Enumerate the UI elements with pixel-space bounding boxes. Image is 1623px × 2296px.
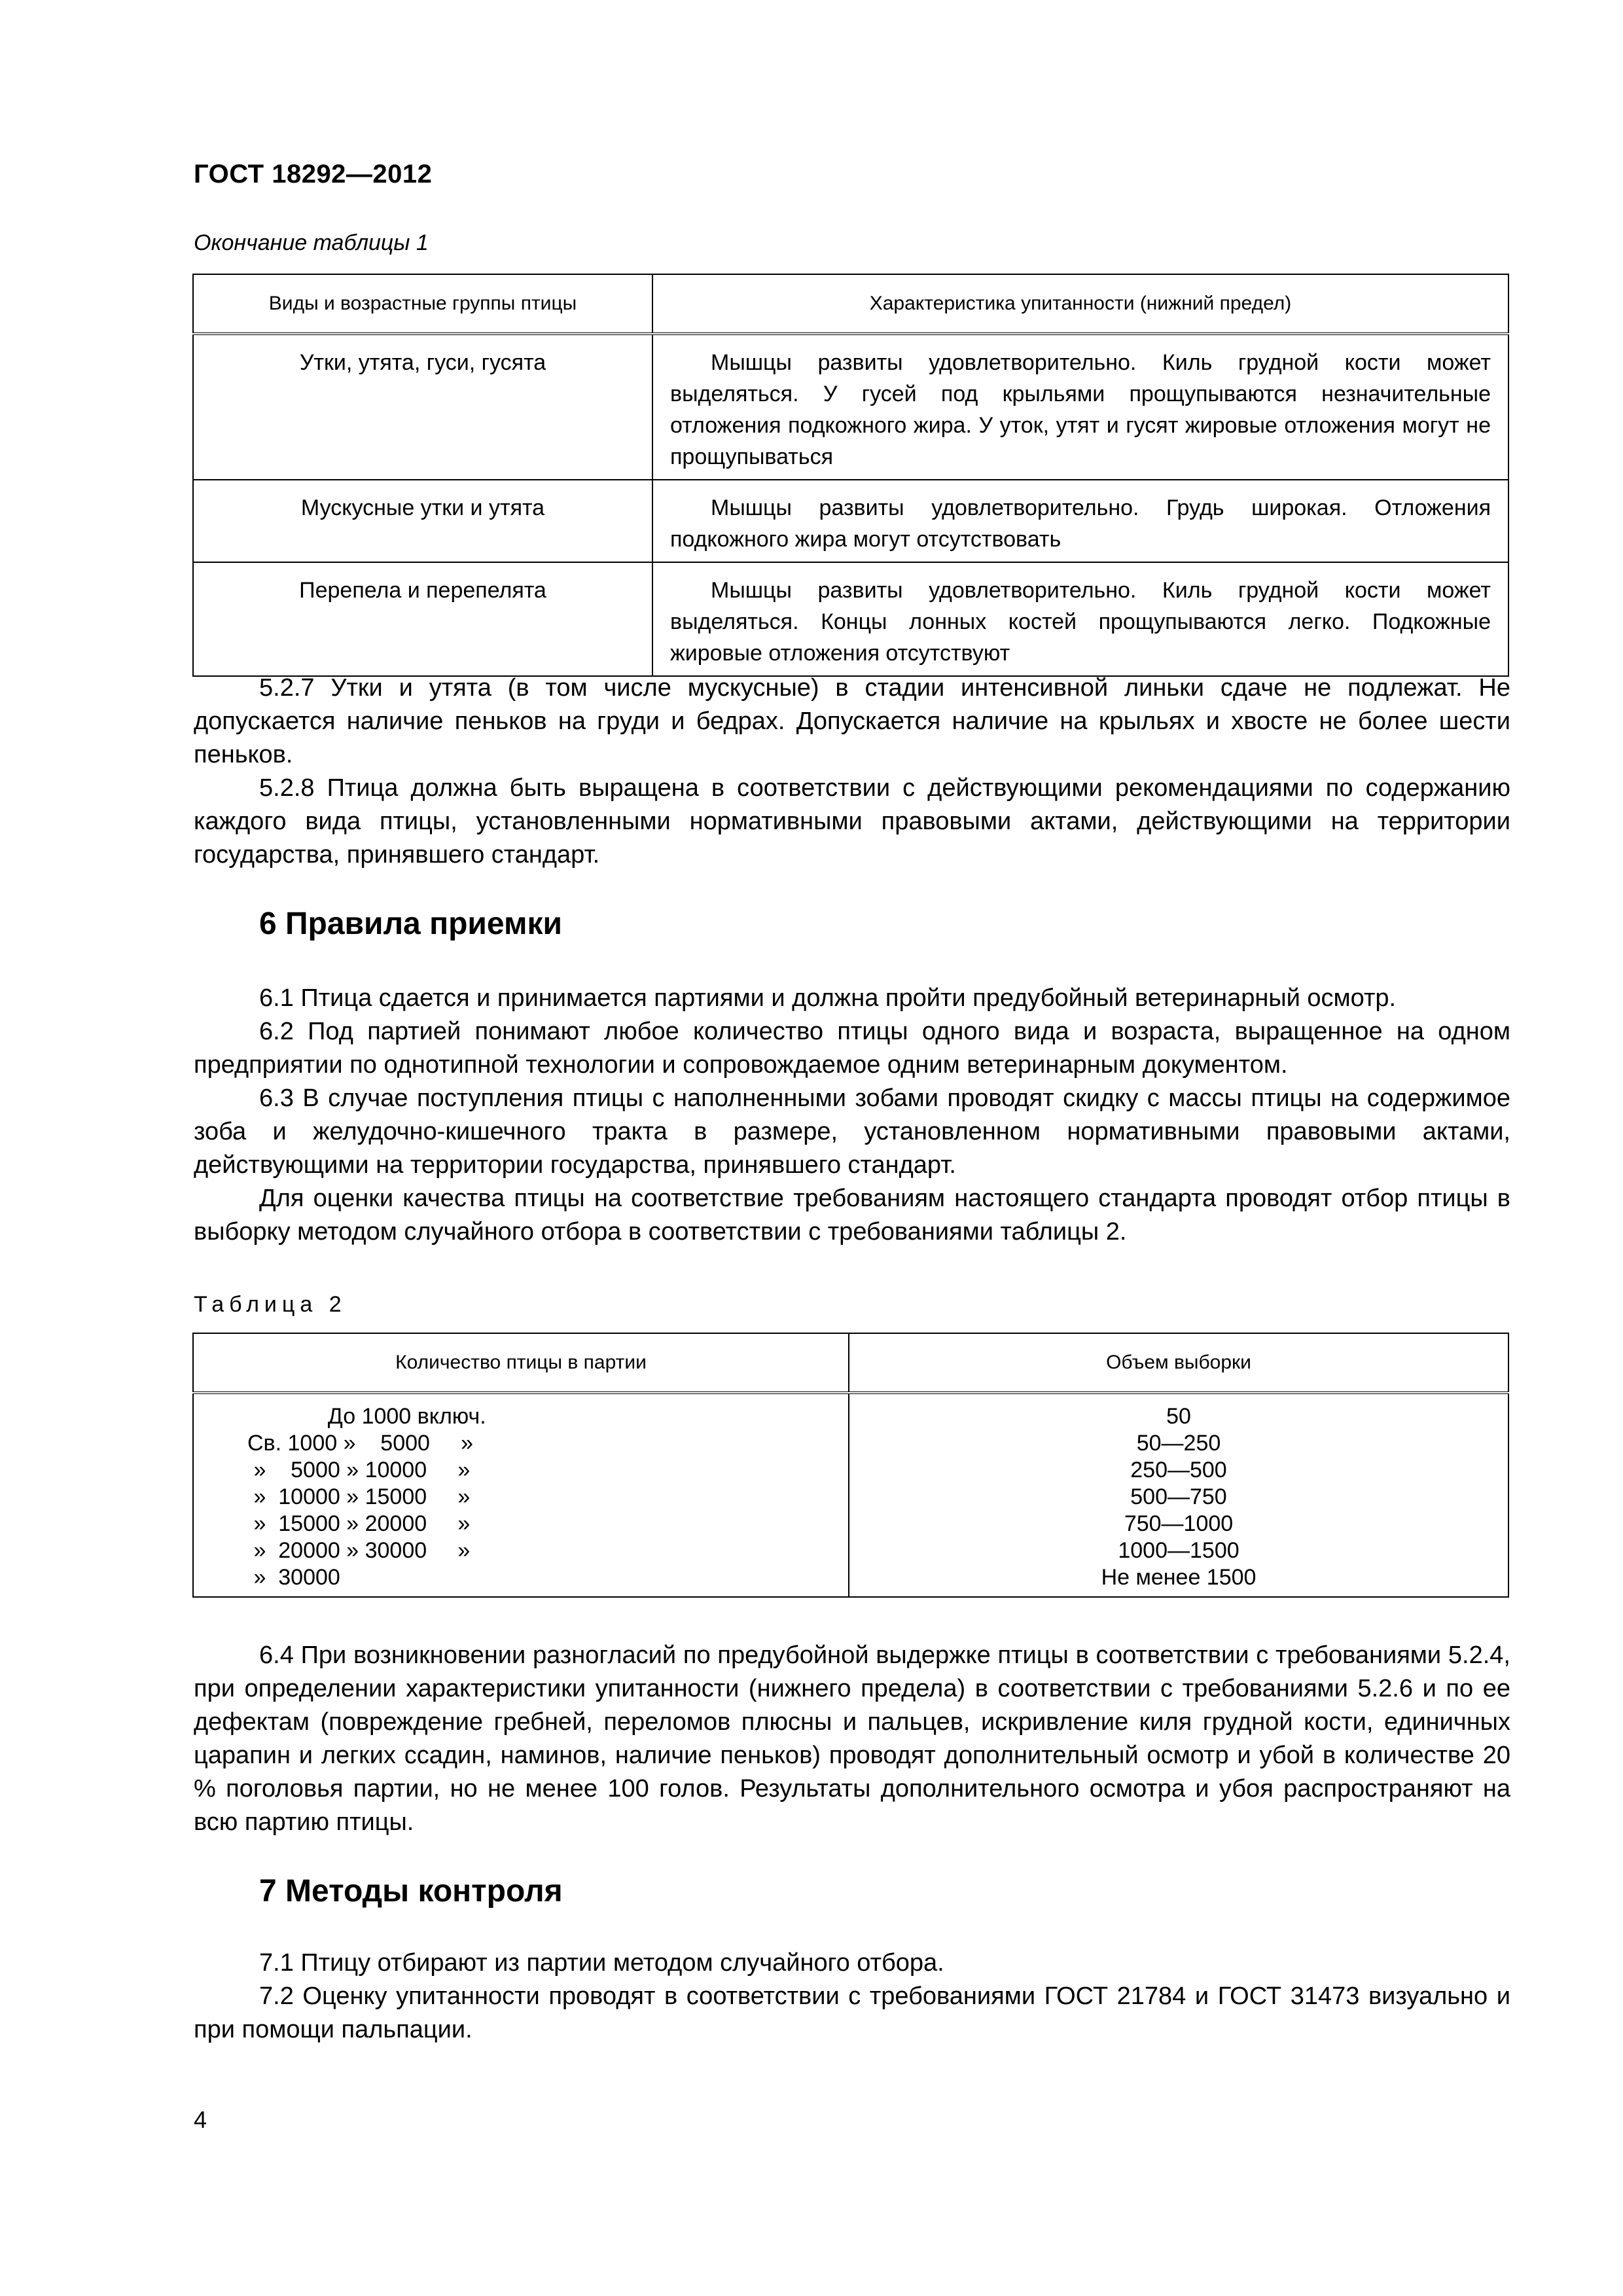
section6-heading: 6 Правила приемки: [259, 906, 563, 941]
table-2: [192, 1333, 1509, 1598]
paragraph-6-3: 6.3 В случае поступления птицы с наполненными зобами проводят скидку с массы птицы на содержимое зоба и желудочно-кишечного тракта в размере, установленном нормативными правовыми актами, действующими на территории государства, принявшего стандарт.: [194, 1085, 1510, 1179]
section6-4-text: [194, 1639, 1510, 1839]
document-number: ГОСТ 18292—2012: [194, 160, 433, 188]
table-row: [193, 1393, 1508, 1597]
sample-size-value: 250—500: [1130, 1458, 1227, 1482]
section5-text: [194, 672, 1510, 872]
quantity-line: » 20000 » 30000 »: [247, 1538, 471, 1563]
table2-col-sample: Объем выборки: [849, 1333, 1508, 1393]
table-row: [193, 334, 1508, 480]
quantity-line: Св. 1000 » 5000 »: [247, 1431, 474, 1456]
quantity-line: До 1000 включ.: [247, 1404, 486, 1429]
sample-size-value: 50: [1166, 1404, 1191, 1429]
section6-text: [194, 982, 1510, 1249]
paragraph-5-2-8: 5.2.8 Птица должна быть выращена в соответствии с действующими рекомендациями по содержанию каждого вида птицы, установленными нормативными правовыми актами, действующими на территории государства, принявшего стандарт.: [194, 774, 1510, 869]
table-1: [192, 274, 1509, 677]
sample-size-value: 50—250: [1136, 1431, 1221, 1456]
page-number: 4: [194, 2106, 207, 2133]
table1-group-cell: Мускусные утки и утята: [193, 480, 652, 562]
section7-text: [194, 1946, 1510, 2047]
quantity-line: » 5000 » 10000 »: [247, 1458, 471, 1482]
paragraph-5-2-7: 5.2.7 Утки и утята (в том числе мускусные) в стадии интенсивной линьки сдаче не подлежат. Не допускается наличие пеньков на груди и бедрах. Допускается наличие на крыльях и хвосте не более шести пеньков.: [194, 674, 1510, 768]
paragraph-6-4: 6.4 При возникновении разногласий по предубойной выдержке птицы в соответствии с требованиями 5.2.4, при определении характеристики упитанности (нижнего предела) в соответствии с требованиями 5.2.6 и по ее дефектам (повреждение гребней, переломов плюсны и пальцев, искривление киля грудной кости, единичных царапин и легких ссадин, наминов, наличие пеньков) проводят дополнительный осмотр и убой в количестве 20 % поголовья партии, но не менее 100 голов. Результаты дополнительного осмотра и убоя распространяют на всю партию птицы.: [194, 1641, 1510, 1836]
section7-heading: 7 Методы контроля: [259, 1874, 563, 1909]
table1-desc-cell: Мышцы развиты удовлетворительно. Киль грудной кости может выделяться. Концы лонных костей прощупываются легко. Подкожные жировые отложения отсутствуют: [652, 562, 1508, 676]
table1-desc-cell: Мышцы развиты удовлетворительно. Киль грудной кости может выделяться. У гусей под крыльями прощупываются незначительные отложения подкожного жира. У уток, утят и гусят жировые отложения могут не прощупываться: [652, 334, 1508, 480]
sample-size-value: Не менее 1500: [1101, 1565, 1257, 1590]
table1-col-group: Виды и возрастные группы птицы: [193, 274, 652, 334]
paragraph-7-1: 7.1 Птицу отбирают из партии методом случайного отбора.: [259, 1949, 944, 1977]
sample-size-value: 500—750: [1130, 1484, 1227, 1509]
table2-caption: Таблица 2: [194, 1292, 347, 1317]
table2-col-quantity: Количество птицы в партии: [193, 1333, 849, 1393]
quantity-line: » 15000 » 20000 »: [247, 1511, 471, 1536]
table1-col-desc: Характеристика упитанности (нижний предел): [652, 274, 1508, 334]
paragraph-6-3-continued: Для оценки качества птицы на соответствие требованиям настоящего стандарта проводят отбор птицы в выборку методом случайного отбора в соответствии с требованиями таблицы 2.: [194, 1185, 1510, 1246]
table1-header-row: [193, 274, 1508, 334]
table1-group-cell: Перепела и перепелята: [193, 562, 652, 676]
sample-size-value: 750—1000: [1124, 1511, 1234, 1536]
quantity-line: » 10000 » 15000 »: [247, 1484, 471, 1509]
paragraph-7-2: 7.2 Оценку упитанности проводят в соответствии с требованиями ГОСТ 21784 и ГОСТ 31473 визуально и при помощи пальпации.: [194, 1982, 1510, 2043]
paragraph-6-1: 6.1 Птица сдается и принимается партиями и должна пройти предубойный ветеринарный осмотр.: [259, 984, 1397, 1012]
table1-group-cell: Утки, утята, гуси, гусята: [193, 334, 652, 480]
sample-size-value: 1000—1500: [1118, 1538, 1240, 1563]
table2-header-row: [193, 1333, 1508, 1393]
table-row: [193, 562, 1508, 676]
table1-desc-cell: Мышцы развиты удовлетворительно. Грудь широкая. Отложения подкожного жира могут отсутствовать: [652, 480, 1508, 562]
table2-quantity-cell: [193, 1393, 849, 1597]
paragraph-6-2: 6.2 Под партией понимают любое количество птицы одного вида и возраста, выращенное на одном предприятии по однотипной технологии и сопровождаемое одним ветеринарным документом.: [194, 1018, 1510, 1079]
table1-caption: Окончание таблицы 1: [194, 230, 429, 255]
quantity-line: » 30000: [247, 1565, 340, 1590]
table2-sample-cell: [849, 1393, 1508, 1597]
table-row: [193, 480, 1508, 562]
